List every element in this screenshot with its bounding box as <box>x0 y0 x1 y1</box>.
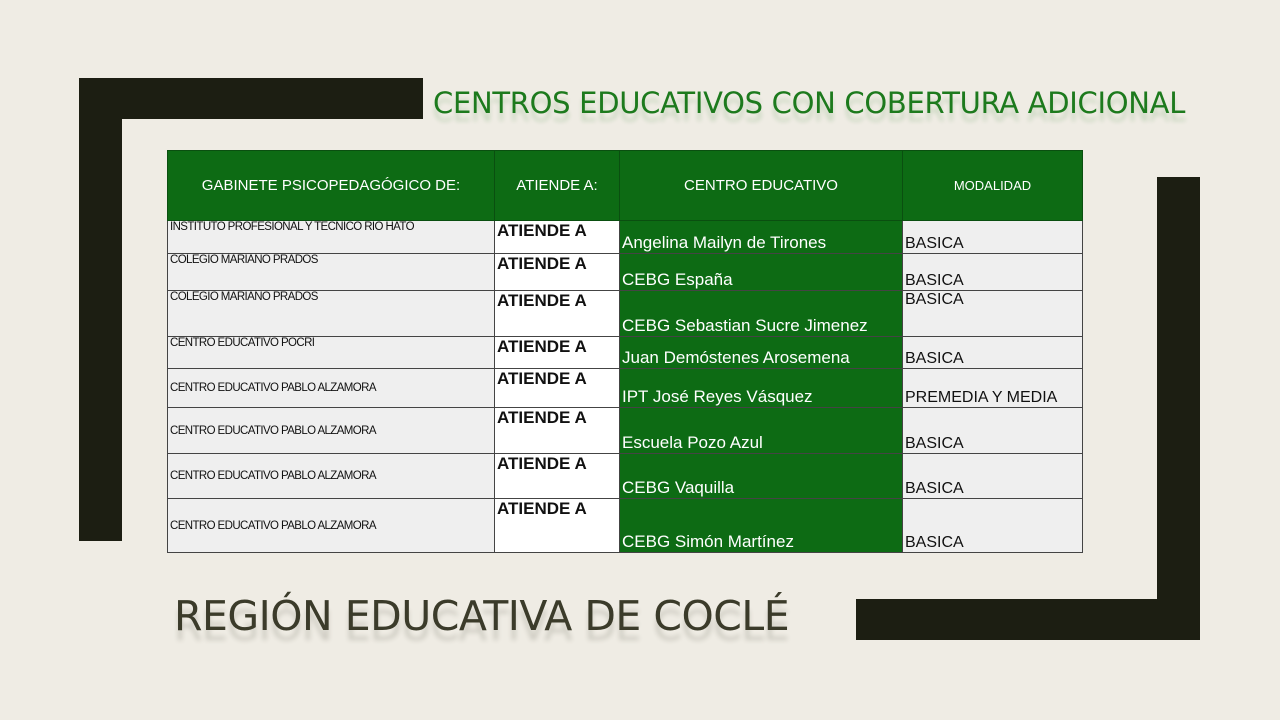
frame-corner-bottom-right-vertical <box>1157 177 1200 640</box>
table-row <box>168 337 1083 369</box>
slide-subtitle: REGIÓN EDUCATIVA DE COCLÉ <box>174 592 790 640</box>
cell-modalidad: PREMEDIA Y MEDIA <box>903 369 1083 408</box>
table-row <box>168 499 1083 553</box>
cell-gabinete: CENTRO EDUCATIVO PABLO ALZAMORA <box>168 408 495 454</box>
table-row <box>168 221 1083 254</box>
coverage-table <box>167 150 1083 553</box>
frame-corner-top-left-horizontal <box>79 78 423 119</box>
cell-modalidad: BASICA <box>903 408 1083 454</box>
header-atiende: ATIENDE A: <box>495 151 620 221</box>
cell-gabinete: CENTRO EDUCATIVO POCRI <box>168 337 495 369</box>
cell-gabinete: COLEGIO MARIANO PRADOS <box>168 291 495 337</box>
cell-centro-educativo: Angelina Mailyn de Tirones <box>620 221 903 254</box>
header-centro-educativo: CENTRO EDUCATIVO <box>620 151 903 221</box>
header-modalidad: MODALIDAD <box>903 151 1083 221</box>
cell-gabinete: INSTITUTO PROFESIONAL Y TECNICO RIO HATO <box>168 221 495 254</box>
cell-atiende: ATIENDE A <box>495 499 620 553</box>
table-row <box>168 454 1083 499</box>
table-row <box>168 291 1083 337</box>
cell-centro-educativo: CEBG Simón Martínez <box>620 499 903 553</box>
cell-centro-educativo: IPT José Reyes Vásquez <box>620 369 903 408</box>
table-row <box>168 408 1083 454</box>
frame-corner-bottom-right-horizontal <box>856 599 1200 640</box>
cell-atiende: ATIENDE A <box>495 254 620 291</box>
cell-modalidad: BASICA <box>903 291 1083 337</box>
cell-atiende: ATIENDE A <box>495 369 620 408</box>
cell-gabinete: CENTRO EDUCATIVO PABLO ALZAMORA <box>168 369 495 408</box>
cell-gabinete: COLEGIO MARIANO PRADOS <box>168 254 495 291</box>
cell-centro-educativo: CEBG Vaquilla <box>620 454 903 499</box>
table-row <box>168 254 1083 291</box>
cell-centro-educativo: CEBG España <box>620 254 903 291</box>
cell-atiende: ATIENDE A <box>495 221 620 254</box>
cell-modalidad: BASICA <box>903 254 1083 291</box>
header-gabinete: GABINETE PSICOPEDAGÓGICO DE: <box>168 151 495 221</box>
cell-modalidad: BASICA <box>903 454 1083 499</box>
cell-atiende: ATIENDE A <box>495 454 620 499</box>
cell-modalidad: BASICA <box>903 337 1083 369</box>
cell-centro-educativo: CEBG Sebastian Sucre Jimenez <box>620 291 903 337</box>
cell-centro-educativo: Juan Demóstenes Arosemena <box>620 337 903 369</box>
cell-atiende: ATIENDE A <box>495 291 620 337</box>
table-row <box>168 369 1083 408</box>
cell-atiende: ATIENDE A <box>495 408 620 454</box>
slide-title: CENTROS EDUCATIVOS CON COBERTURA ADICIONAL <box>433 86 1186 120</box>
cell-modalidad: BASICA <box>903 499 1083 553</box>
cell-atiende: ATIENDE A <box>495 337 620 369</box>
cell-modalidad: BASICA <box>903 221 1083 254</box>
cell-gabinete: CENTRO EDUCATIVO PABLO ALZAMORA <box>168 499 495 553</box>
cell-centro-educativo: Escuela Pozo Azul <box>620 408 903 454</box>
table-header-row <box>168 151 1083 221</box>
frame-corner-top-left-vertical <box>79 78 122 541</box>
cell-gabinete: CENTRO EDUCATIVO PABLO ALZAMORA <box>168 454 495 499</box>
